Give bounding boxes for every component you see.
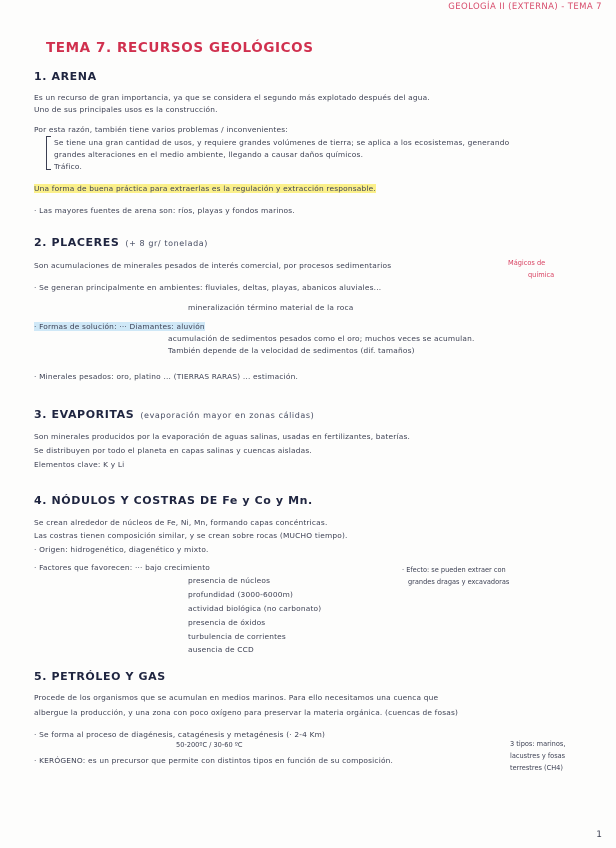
petroleo-line-1: Procede de los organismos que se acumulan en medios marinos. Para ello necesitamos una cuenca que	[34, 693, 439, 702]
page-number: 1	[596, 830, 602, 840]
arena-line-3: Por esta razón, también tiene varios problemas / inconvenientes:	[34, 125, 289, 134]
nodulos-line-4: · Factores que favorecen: ··· bajo crecimiento	[34, 563, 211, 572]
nodulos-factor-3: profundidad (3000-6000m)	[188, 590, 294, 599]
nodulos-line-2: Las costras tienen composición similar, y se crean sobre rocas (MUCHO tiempo).	[34, 531, 348, 540]
petroleo-line-2: albergue la producción, y una zona con poco oxígeno para preservar la materia orgánica. (cuencas de fosas)	[34, 708, 459, 717]
arena-line-2: Uno de sus principales usos es la construcción.	[34, 105, 218, 114]
arena-line-5: grandes alteraciones en el medio ambiente, llegando a causar daños químicos.	[54, 150, 364, 159]
petroleo-line-4: · KERÓGENO: es un precursor que permite con distintos tipos en función de su composición.	[34, 756, 394, 765]
placeres-line-6: También depende de la velocidad de sedimentos (dif. tamaños)	[168, 346, 415, 355]
nodulos-line-1: Se crean alrededor de núcleos de Fe, Ni, Mn, formando capas concéntricas.	[34, 518, 328, 527]
placeres-line-7: · Minerales pesados: oro, platino ... (TIERRAS RARAS) ... estimación.	[34, 372, 299, 381]
petroleo-line-3: · Se forma al proceso de diagénesis, catagénesis y metagénesis (· 2-4 Km)	[34, 730, 326, 739]
arena-line-8: · Las mayores fuentes de arena son: ríos, playas y fondos marinos.	[34, 206, 295, 215]
petroleo-temp-mark: 50-200ºC / 30-60 ºC	[176, 741, 243, 749]
section-heading-evaporitas: 3. EVAPORITAS (evaporación mayor en zonas cálidas)	[34, 408, 315, 421]
section-heading-placeres: 2. PLACERES (+ 8 gr/ tonelada)	[34, 236, 208, 249]
page-title: TEMA 7. RECURSOS GEOLÓGICOS	[46, 40, 314, 56]
arena-bracket	[46, 136, 51, 170]
arena-line-4: Se tiene una gran cantidad de usos, y requiere grandes volúmenes de tierra; se aplica a los ecosistemas, generando	[54, 138, 510, 147]
evaporitas-line-3: Elementos clave: K y Li	[34, 460, 125, 469]
evaporitas-line-1: Son minerales producidos por la evaporación de aguas salinas, usadas en fertilizantes, baterías.	[34, 432, 411, 441]
placeres-line-5: acumulación de sedimentos pesados como el oro; muchos veces se acumulan.	[168, 334, 475, 343]
petroleo-side-2: lacustres y fosas	[510, 752, 566, 760]
page-header: GEOLOGÍA II (EXTERNA) - TEMA 7	[448, 2, 602, 12]
section-heading-nodulos: 4. NÓDULOS Y COSTRAS DE Fe y Co y Mn.	[34, 494, 313, 507]
petroleo-side-1: 3 tipos: marinos,	[510, 740, 566, 748]
section-heading-petroleo: 5. PETRÓLEO Y GAS	[34, 670, 166, 683]
nodulos-factor-6: turbulencia de corrientes	[188, 632, 286, 641]
nodulos-side-note-2: grandes dragas y excavadoras	[408, 578, 510, 586]
nodulos-factor-4: actividad biológica (no carbonato)	[188, 604, 322, 613]
nodulos-side-note-1: · Efecto: se pueden extraer con	[402, 566, 506, 574]
petroleo-side-3: terrestres (CH4)	[510, 764, 563, 772]
placeres-line-2: · Se generan principalmente en ambientes: fluviales, deltas, playas, abanicos aluviales...	[34, 283, 382, 292]
placeres-side-note-1: Mágicos de	[508, 259, 546, 267]
arena-line-7: Una forma de buena práctica para extraerlas es la regulación y extracción responsable.	[34, 184, 376, 193]
placeres-line-4: · Formas de solución: ··· Diamantes: aluvión	[34, 322, 205, 331]
arena-line-1: Es un recurso de gran importancia, ya que se considera el segundo más explotado después del agua.	[34, 93, 430, 102]
placeres-line-3: mineralización término material de la roca	[188, 303, 354, 312]
placeres-line-1: Son acumulaciones de minerales pesados de interés comercial, por procesos sedimentarios	[34, 261, 392, 270]
nodulos-line-3: · Origen: hidrogenético, diagenético y mixto.	[34, 545, 209, 554]
evaporitas-line-2: Se distribuyen por todo el planeta en capas salinas y cuencas aisladas.	[34, 446, 312, 455]
nodulos-factor-7: ausencia de CCD	[188, 645, 254, 654]
section-heading-arena: 1. ARENA	[34, 70, 97, 83]
nodulos-factor-5: presencia de óxidos	[188, 618, 266, 627]
placeres-side-note-2: química	[528, 271, 555, 279]
nodulos-factor-2: presencia de núcleos	[188, 576, 271, 585]
arena-line-6: Tráfico.	[54, 162, 83, 171]
